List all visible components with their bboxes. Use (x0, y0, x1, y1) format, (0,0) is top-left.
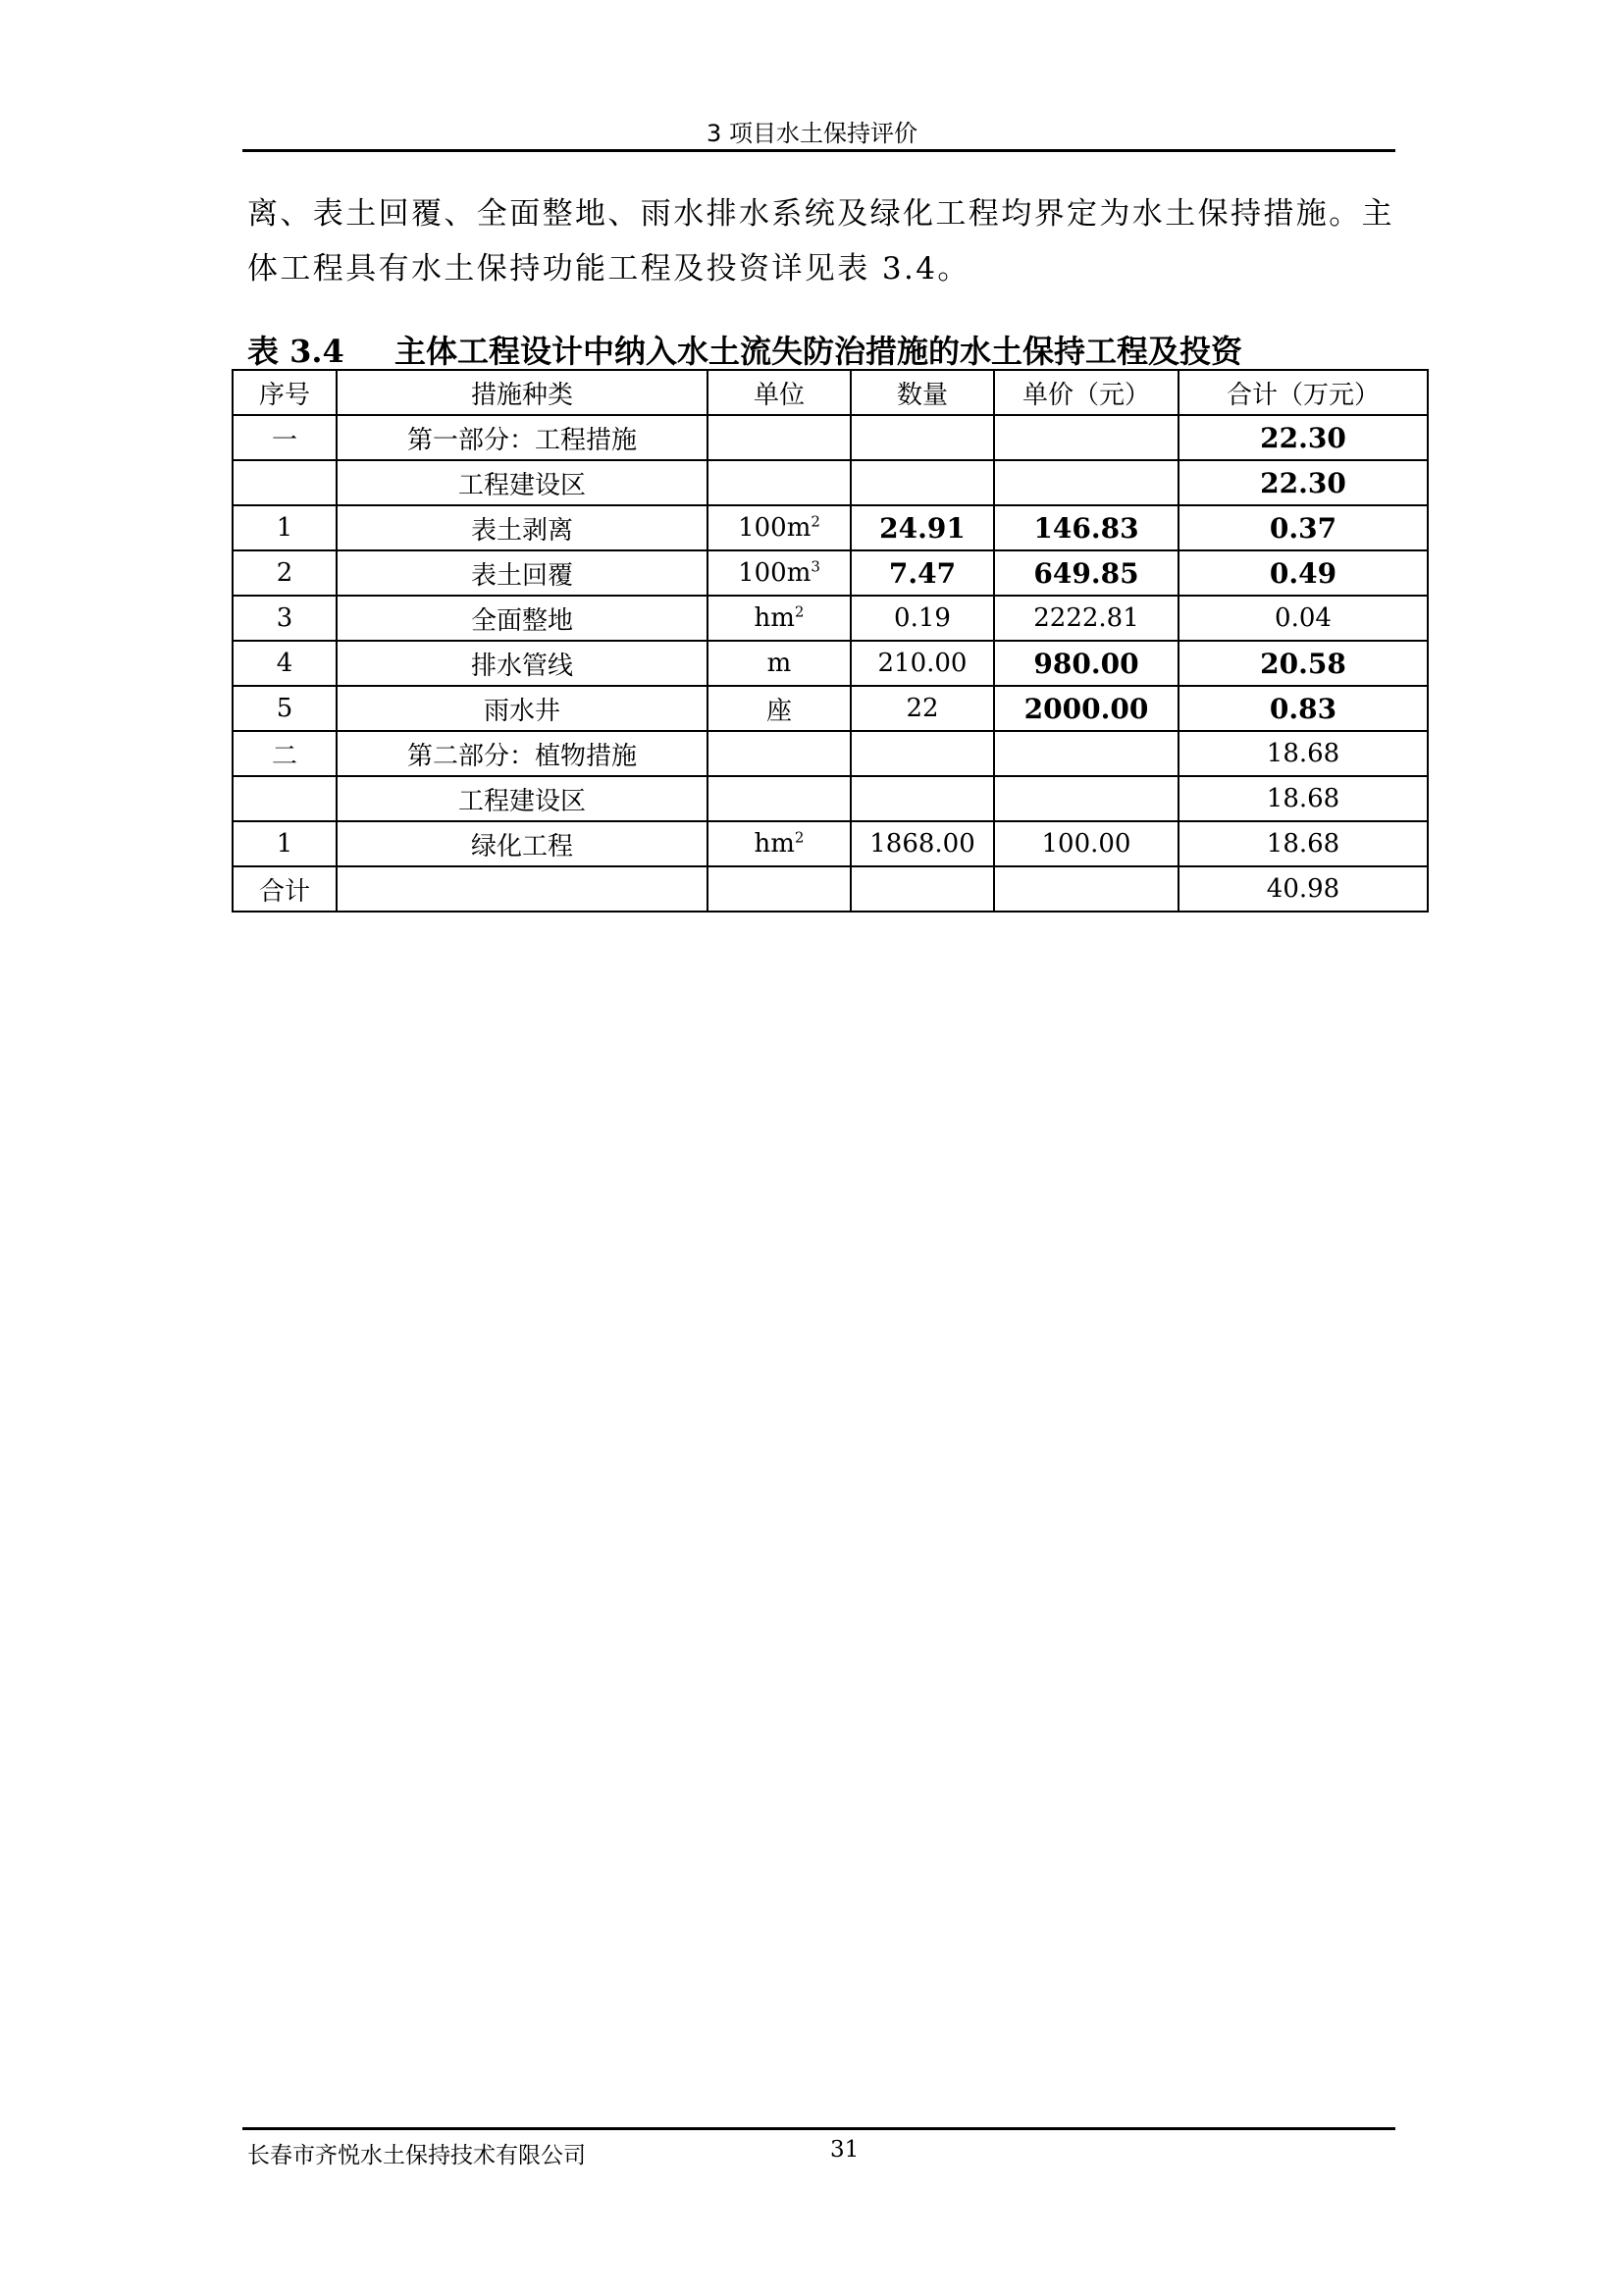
cell-no (233, 460, 337, 505)
cell-qty: 24.91 (851, 505, 994, 550)
cell-item: 第一部分：工程措施 (337, 415, 707, 460)
header-price: 单价（元） (994, 370, 1179, 415)
cell-price: 980.00 (994, 641, 1179, 686)
cell-unit: 座 (707, 686, 851, 731)
cell-price: 100.00 (994, 821, 1179, 866)
cell-item: 全面整地 (337, 596, 707, 641)
cell-qty: 22 (851, 686, 994, 731)
header-qty: 数量 (851, 370, 994, 415)
footer-divider (242, 2127, 1395, 2130)
table-row (233, 415, 1428, 460)
cell-unit: $hm^2$ (707, 596, 851, 641)
cell-no: 1 (233, 821, 337, 866)
table-row (233, 550, 1428, 596)
table-row (233, 505, 1428, 550)
table-caption (247, 327, 1242, 372)
cell-no: 一 (233, 415, 337, 460)
cell-unit: $hm^2$ (707, 821, 851, 866)
cell-no (233, 776, 337, 821)
table-header-row (233, 370, 1428, 415)
cell-total: 0.83 (1179, 686, 1428, 731)
header-divider (242, 149, 1395, 152)
header-item: 措施种类 (337, 370, 707, 415)
cell-item: 表土剥离 (337, 505, 707, 550)
table-row (233, 821, 1428, 866)
cell-total: 20.58 (1179, 641, 1428, 686)
cell-price (994, 415, 1179, 460)
cell-unit (707, 776, 851, 821)
cell-item: 排水管线 (337, 641, 707, 686)
cell-price: 2222.81 (994, 596, 1179, 641)
cell-price (994, 776, 1179, 821)
cell-item: 表土回覆 (337, 550, 707, 596)
header-unit: 单位 (707, 370, 851, 415)
table-row (233, 460, 1428, 505)
cell-price: 146.83 (994, 505, 1179, 550)
cell-price: 2000.00 (994, 686, 1179, 731)
cell-unit (707, 460, 851, 505)
cell-no: 1 (233, 505, 337, 550)
cell-qty: 210.00 (851, 641, 994, 686)
table-caption-title: 主体工程设计中纳入水土流失防治措施的水土保持工程及投资 (394, 333, 1243, 370)
cell-qty (851, 460, 994, 505)
cell-item: 工程建设区 (337, 460, 707, 505)
cell-no: 2 (233, 550, 337, 596)
cell-no: 3 (233, 596, 337, 641)
table-row (233, 596, 1428, 641)
cell-total: 22.30 (1179, 415, 1428, 460)
cell-total: 18.68 (1179, 731, 1428, 776)
cell-price (994, 731, 1179, 776)
cell-total: 40.98 (1179, 866, 1428, 912)
cell-item: 雨水井 (337, 686, 707, 731)
cell-qty (851, 731, 994, 776)
table-row (233, 776, 1428, 821)
cell-unit: m (707, 641, 851, 686)
table-total-row (233, 866, 1428, 912)
cell-no: 合计 (233, 866, 337, 912)
cell-qty (851, 776, 994, 821)
table-row (233, 686, 1428, 731)
cell-unit (707, 415, 851, 460)
cell-unit (707, 866, 851, 912)
cell-item: 绿化工程 (337, 821, 707, 866)
cell-qty (851, 866, 994, 912)
cell-item: 工程建设区 (337, 776, 707, 821)
cell-price: 649.85 (994, 550, 1179, 596)
cell-total: 22.30 (1179, 460, 1428, 505)
cell-total: 18.68 (1179, 776, 1428, 821)
cell-price (994, 460, 1179, 505)
footer-company: 长春市齐悦水土保持技术有限公司 (247, 2143, 586, 2168)
table-caption-number: 表 3.4 (247, 333, 344, 370)
page-number: 31 (830, 2137, 860, 2163)
cell-qty: 7.47 (851, 550, 994, 596)
cell-item: 第二部分：植物措施 (337, 731, 707, 776)
cell-total: 0.04 (1179, 596, 1428, 641)
cell-qty (851, 415, 994, 460)
header-no: 序号 (233, 370, 337, 415)
cell-unit: $100m^2$ (707, 505, 851, 550)
cell-price (994, 866, 1179, 912)
cell-qty: 0.19 (851, 596, 994, 641)
cell-total: 0.49 (1179, 550, 1428, 596)
cell-total: 0.37 (1179, 505, 1428, 550)
table-row (233, 641, 1428, 686)
table-row (233, 731, 1428, 776)
body-paragraph: 离、表土回覆、全面整地、雨水排水系统及绿化工程均界定为水土保持措施。主体工程具有水土保持功能工程及投资详见表 3.4。 (247, 196, 1394, 287)
investment-table (232, 369, 1429, 913)
header-total: 合计（万元） (1179, 370, 1428, 415)
cell-no: 5 (233, 686, 337, 731)
page-header-title: 3 项目水土保持评价 (707, 120, 917, 147)
cell-qty: 1868.00 (851, 821, 994, 866)
cell-no: 二 (233, 731, 337, 776)
cell-item (337, 866, 707, 912)
cell-no: 4 (233, 641, 337, 686)
cell-total: 18.68 (1179, 821, 1428, 866)
cell-unit (707, 731, 851, 776)
cell-unit: $100m^3$ (707, 550, 851, 596)
